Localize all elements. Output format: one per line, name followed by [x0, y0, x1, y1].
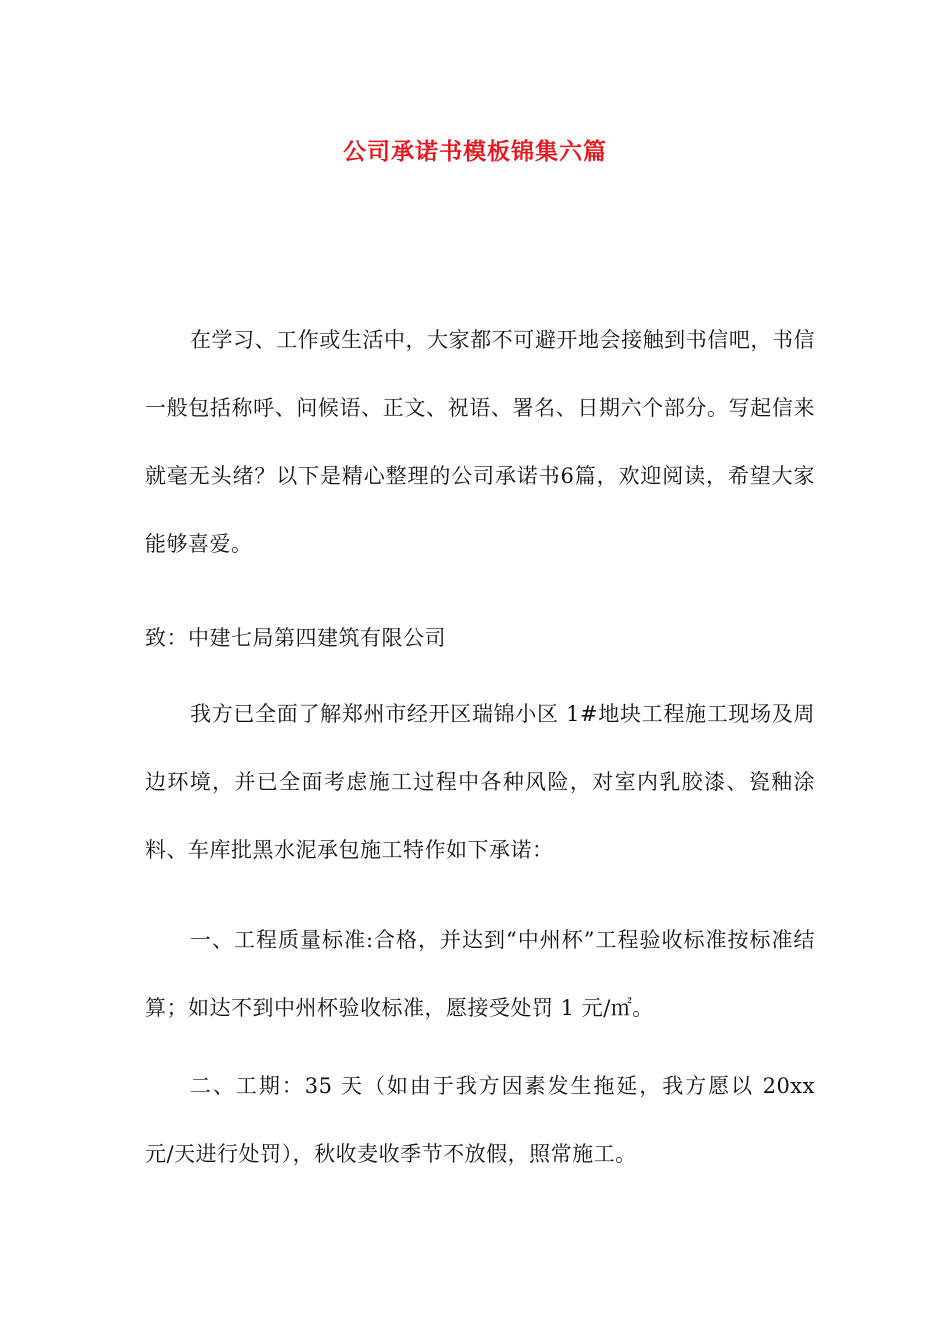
commitment-body-paragraph: 我方已全面了解郑州市经开区瑞锦小区 1#地块工程施工现场及周边环境，并已全面考虑施工过程中各种风险，对室内乳胶漆、瓷釉涂料、车库批黑水泥承包施工特作如下承诺： [145, 702, 815, 862]
intro-paragraph: 在学习、工作或生活中，大家都不可避开地会接触到书信吧，书信一般包括称呼、问候语、正文、祝语、署名、日期六个部分。写起信来就毫无头绪？以下是精心整理的公司承诺书6篇，欢迎阅读，希望大家能够喜爱。 [145, 328, 815, 556]
salutation-line: 致：中建七局第四建筑有限公司 [145, 626, 446, 650]
construction-period-item: 二、工期：35 天（如由于我方因素发生拖延，我方愿以 20xx 元/天进行处罚），秋收麦收季节不放假，照常施工。 [145, 1074, 815, 1166]
document-title: 公司承诺书模板锦集六篇 [343, 138, 607, 165]
quality-standard-item: 一、工程质量标准:合格，并达到“中州杯”工程验收标准按标准结算；如达不到中州杯验收标准，愿接受处罚 1 元/㎡。 [145, 928, 815, 1020]
